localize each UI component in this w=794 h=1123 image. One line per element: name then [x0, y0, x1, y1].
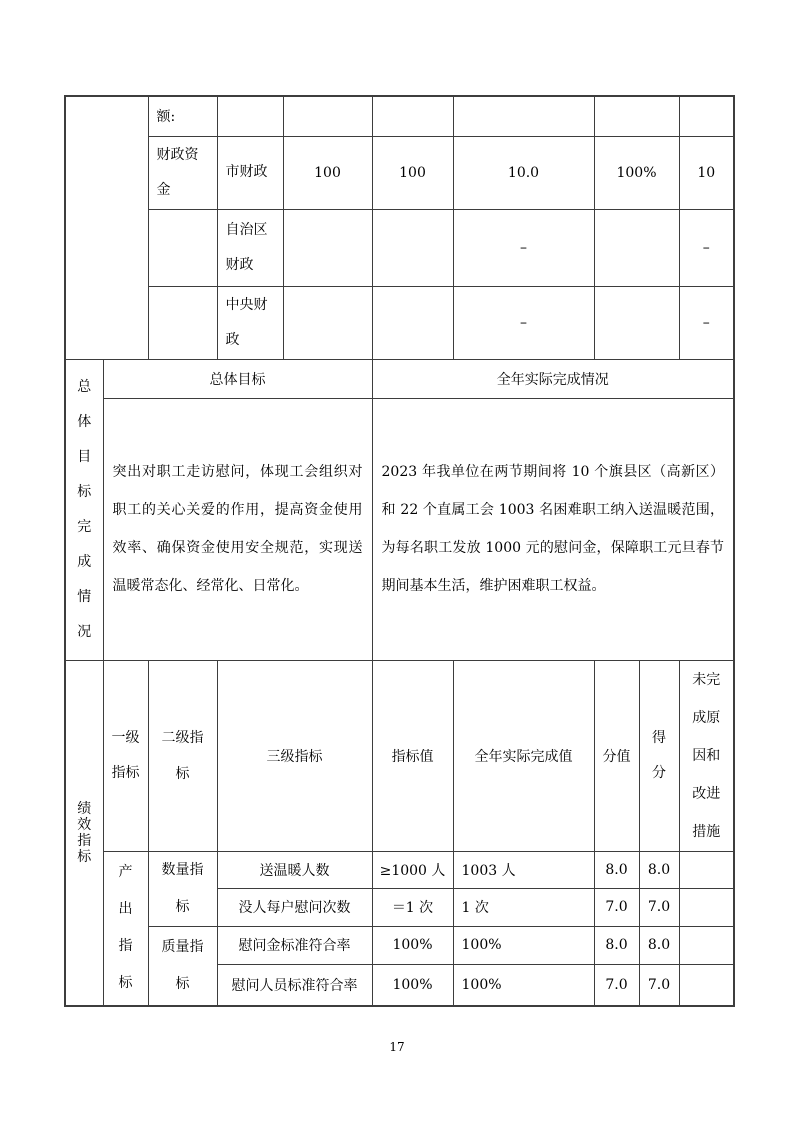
indicator-reason-cell [679, 964, 734, 1006]
funding-value-cell [372, 96, 453, 136]
funding-value-cell [283, 286, 372, 359]
indicator-score-cell: 7.0 [639, 964, 679, 1006]
indicator-actual-cell [453, 964, 594, 1006]
indicator-actual-value: 100% [461, 937, 502, 953]
empty-cell [148, 286, 217, 359]
header-level3-cell: 三级指标 [217, 660, 372, 851]
indicator-name-cell: 慰问人员标准符合率 [217, 964, 372, 1006]
funding-value-cell: – [453, 286, 594, 359]
funding-category-cell [148, 136, 217, 209]
funding-row-central [65, 286, 734, 359]
funding-row-city [65, 136, 734, 209]
performance-section-label: 绩效指标 [77, 800, 92, 865]
level2-group-label: 数量指标 [161, 861, 204, 915]
funding-source-label: 自治区财政 [225, 221, 268, 273]
funding-value-cell: – [679, 209, 734, 286]
level2-group-cell [148, 926, 217, 1006]
funding-value-cell: 10 [679, 136, 734, 209]
header-reason-cell [679, 660, 734, 851]
empty-cell [217, 96, 283, 136]
funding-value-cell: 100 [372, 136, 453, 209]
header-reason-label: 未完成原因和改进措施 [692, 671, 721, 840]
indicator-points-cell: 7.0 [594, 964, 639, 1006]
header-score-label: 得分 [652, 729, 666, 781]
header-level2-cell [148, 660, 217, 851]
header-target-cell: 指标值 [372, 660, 453, 851]
funding-value-cell: 10.0 [453, 136, 594, 209]
indicator-actual-cell [453, 851, 594, 889]
empty-cell [148, 209, 217, 286]
level1-indicator-cell [103, 851, 148, 1006]
funding-left-merged-cell [65, 96, 148, 359]
overall-header-row [65, 359, 734, 398]
funding-category-cell [148, 96, 217, 136]
indicator-target-cell: ＝1 次 [372, 889, 453, 927]
indicator-actual-value: 100% [461, 976, 502, 993]
overall-section-label: 总体目标完成情况 [77, 378, 92, 640]
funding-value-cell [283, 96, 372, 136]
indicator-reason-cell [679, 926, 734, 964]
header-level2-label: 二级指标 [161, 729, 204, 782]
header-level1-label: 一级指标 [111, 729, 140, 781]
overall-content-row [65, 398, 734, 660]
funding-row-region [65, 209, 734, 286]
indicator-points-cell: 8.0 [594, 851, 639, 889]
level2-group-cell [148, 851, 217, 926]
overall-goal-text: 突出对职工走访慰问，体现工会组织对职工的关心关爱的作用，提高资金使用效率、确保资金使用安全规范，实现送温暖常态化、经常化、日常化。 [112, 464, 363, 594]
indicator-name-cell: 慰问金标准符合率 [217, 926, 372, 964]
funding-category-label: 财政资金 [156, 146, 199, 198]
funding-source-cell [217, 286, 283, 359]
funding-value-cell: – [679, 286, 734, 359]
funding-value-cell [594, 286, 679, 359]
indicator-name-cell: 没人每户慰问次数 [217, 889, 372, 927]
indicator-actual-value: 1003 人 [461, 862, 516, 879]
indicator-target-cell: 100% [372, 926, 453, 964]
overall-goal-header-cell: 总体目标 [103, 359, 372, 398]
header-score-cell [639, 660, 679, 851]
header-level1-cell [103, 660, 148, 851]
indicator-name-cell: 送温暖人数 [217, 851, 372, 889]
overall-actual-header-cell: 全年实际完成情况 [372, 359, 734, 398]
performance-section-side-cell [65, 660, 103, 1006]
funding-row-amount [65, 96, 734, 136]
page-number: 17 [389, 1040, 405, 1054]
funding-source-cell [217, 209, 283, 286]
header-points-cell: 分值 [594, 660, 639, 851]
overall-goal-text-cell [103, 398, 372, 660]
funding-value-cell: – [453, 209, 594, 286]
indicator-target-cell: ≥1000 人 [372, 851, 453, 889]
indicator-reason-cell [679, 889, 734, 927]
funding-source-label: 市财政 [225, 164, 268, 180]
indicator-points-cell: 7.0 [594, 889, 639, 927]
indicator-score-cell: 8.0 [639, 851, 679, 889]
overall-actual-text: 2023 年我单位在两节期间将 10 个旗县区（高新区）和 22 个直属工会 1003 名困难职工纳入送温暖范围，为每名职工发放 1000 元的慰问金，保障职工元旦春节期间基本生活，维护困难职工权益。 [381, 464, 724, 594]
funding-source-cell [217, 136, 283, 209]
overall-actual-text-cell [372, 398, 734, 660]
funding-source-label: 中央财政 [225, 296, 268, 348]
indicator-row [65, 851, 734, 889]
indicator-row [65, 926, 734, 964]
funding-value-cell [453, 96, 594, 136]
indicator-actual-cell [453, 926, 594, 964]
indicator-score-cell: 8.0 [639, 926, 679, 964]
funding-value-cell: 100% [594, 136, 679, 209]
indicator-points-cell: 8.0 [594, 926, 639, 964]
indicator-actual-cell [453, 889, 594, 927]
performance-header-row [65, 660, 734, 851]
overall-section-side-cell [65, 359, 103, 660]
indicator-reason-cell [679, 851, 734, 889]
level1-indicator-label: 产出指标 [118, 864, 133, 992]
indicator-actual-value: 1 次 [461, 900, 489, 917]
funding-value-cell [679, 96, 734, 136]
indicator-target-cell: 100% [372, 964, 453, 1006]
indicator-score-cell: 7.0 [639, 889, 679, 927]
funding-category-label: 额: [156, 109, 176, 126]
funding-value-cell [283, 209, 372, 286]
header-actual-cell: 全年实际完成值 [453, 660, 594, 851]
funding-value-cell [372, 286, 453, 359]
funding-value-cell [594, 96, 679, 136]
funding-value-cell [594, 209, 679, 286]
performance-report-table [64, 95, 735, 1007]
funding-value-cell [372, 209, 453, 286]
level2-group-label: 质量指标 [161, 938, 204, 992]
funding-value-cell: 100 [283, 136, 372, 209]
